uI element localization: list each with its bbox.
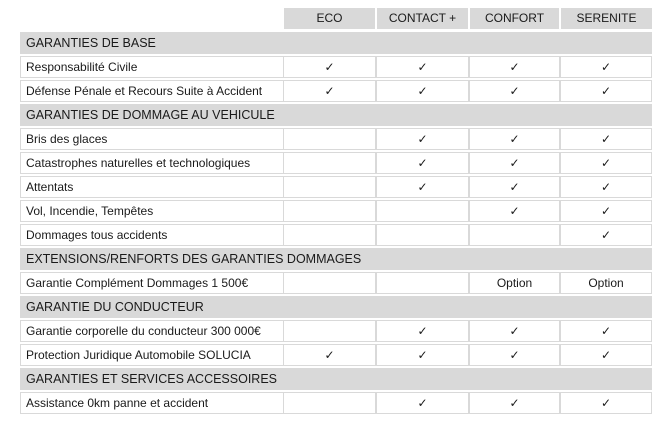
value-cell-serenite: ✓ (561, 153, 651, 173)
value-cell-eco: ✓ (284, 81, 375, 101)
value-cell-serenite: ✓ (561, 201, 651, 221)
row-label: Garantie Complément Dommages 1 500€ (26, 276, 249, 290)
section-header-row (20, 248, 652, 270)
value-cell-serenite: ✓ (561, 177, 651, 197)
value-cell-contact-plus (377, 201, 468, 221)
value-cell-confort: ✓ (470, 129, 559, 149)
value-cell-serenite: ✓ (561, 57, 651, 77)
row-label: Attentats (26, 180, 74, 194)
value-cell-confort: ✓ (470, 321, 559, 341)
row-label: Catastrophes naturelles et technologiques (26, 156, 251, 170)
row-label: Garantie corporelle du conducteur 300 000€ (26, 324, 261, 338)
value-cell-contact-plus (377, 273, 468, 293)
row-label: Bris des glaces (26, 132, 108, 146)
value-cell-serenite: ✓ (561, 345, 651, 365)
value-cell-eco (284, 273, 375, 293)
column-header-serenite: SERENITE (561, 8, 652, 29)
row-label: Responsabilité Civile (26, 60, 138, 74)
row-label-cell (21, 345, 283, 365)
value-cell-contact-plus: ✓ (377, 81, 468, 101)
value-cell-eco (284, 393, 375, 413)
value-cell-serenite: ✓ (561, 225, 651, 245)
table-row (20, 392, 652, 414)
table-row (20, 344, 652, 366)
row-label-cell (21, 393, 283, 413)
value-cell-confort: ✓ (470, 177, 559, 197)
value-cell-eco (284, 225, 375, 245)
table-row (20, 152, 652, 174)
section-title: GARANTIES DE DOMMAGE AU VEHICULE (26, 108, 275, 122)
value-cell-eco (284, 153, 375, 173)
value-cell-eco (284, 177, 375, 197)
value-cell-serenite: ✓ (561, 321, 651, 341)
value-cell-confort: ✓ (470, 57, 559, 77)
table-row (20, 200, 652, 222)
section-header-row (20, 368, 652, 390)
section-header-row (20, 104, 652, 126)
value-cell-confort: ✓ (470, 393, 559, 413)
value-cell-confort: ✓ (470, 153, 559, 173)
row-label-cell (21, 321, 283, 341)
row-label-cell (21, 177, 283, 197)
table-row (20, 128, 652, 150)
table-row (20, 320, 652, 342)
row-label: Dommages tous accidents (26, 228, 168, 242)
value-cell-contact-plus: ✓ (377, 57, 468, 77)
value-cell-confort: ✓ (470, 81, 559, 101)
row-label: Défense Pénale et Recours Suite à Accident (26, 84, 263, 98)
section-title: GARANTIES DE BASE (26, 36, 156, 50)
section-header-row (20, 32, 652, 54)
row-label-cell (21, 129, 283, 149)
table-row (20, 272, 652, 294)
table-row (20, 80, 652, 102)
table-header-row (0, 8, 668, 29)
row-label: Vol, Incendie, Tempêtes (26, 204, 154, 218)
value-cell-contact-plus: ✓ (377, 153, 468, 173)
value-cell-serenite: ✓ (561, 129, 651, 149)
section-title: GARANTIES ET SERVICES ACCESSOIRES (26, 372, 278, 386)
value-cell-serenite: Option (561, 273, 651, 293)
value-cell-eco (284, 201, 375, 221)
value-cell-serenite: ✓ (561, 81, 651, 101)
value-cell-contact-plus: ✓ (377, 321, 468, 341)
column-header-confort: CONFORT (470, 8, 559, 29)
value-cell-eco (284, 129, 375, 149)
table-row (20, 224, 652, 246)
value-cell-eco (284, 321, 375, 341)
value-cell-confort: ✓ (470, 345, 559, 365)
value-cell-contact-plus (377, 225, 468, 245)
value-cell-eco: ✓ (284, 345, 375, 365)
table-row (20, 176, 652, 198)
value-cell-confort (470, 225, 559, 245)
row-label: Protection Juridique Automobile SOLUCIA (26, 348, 251, 362)
value-cell-serenite: ✓ (561, 393, 651, 413)
value-cell-contact-plus: ✓ (377, 129, 468, 149)
value-cell-eco: ✓ (284, 57, 375, 77)
value-cell-contact-plus: ✓ (377, 393, 468, 413)
section-header-row (20, 296, 652, 318)
row-label-cell (21, 225, 283, 245)
value-cell-confort: ✓ (470, 201, 559, 221)
row-label-cell (21, 273, 283, 293)
row-label-cell (21, 153, 283, 173)
row-label-cell (21, 201, 283, 221)
section-title: EXTENSIONS/RENFORTS DES GARANTIES DOMMAGES (26, 252, 362, 266)
value-cell-contact-plus: ✓ (377, 177, 468, 197)
column-header-contact-plus: CONTACT + (377, 8, 468, 29)
row-label-cell (21, 81, 283, 101)
column-header-eco: ECO (284, 8, 375, 29)
value-cell-confort: Option (470, 273, 559, 293)
section-title: GARANTIE DU CONDUCTEUR (26, 300, 204, 314)
row-label: Assistance 0km panne et accident (26, 396, 209, 410)
row-label-cell (21, 57, 283, 77)
value-cell-contact-plus: ✓ (377, 345, 468, 365)
table-row (20, 56, 652, 78)
